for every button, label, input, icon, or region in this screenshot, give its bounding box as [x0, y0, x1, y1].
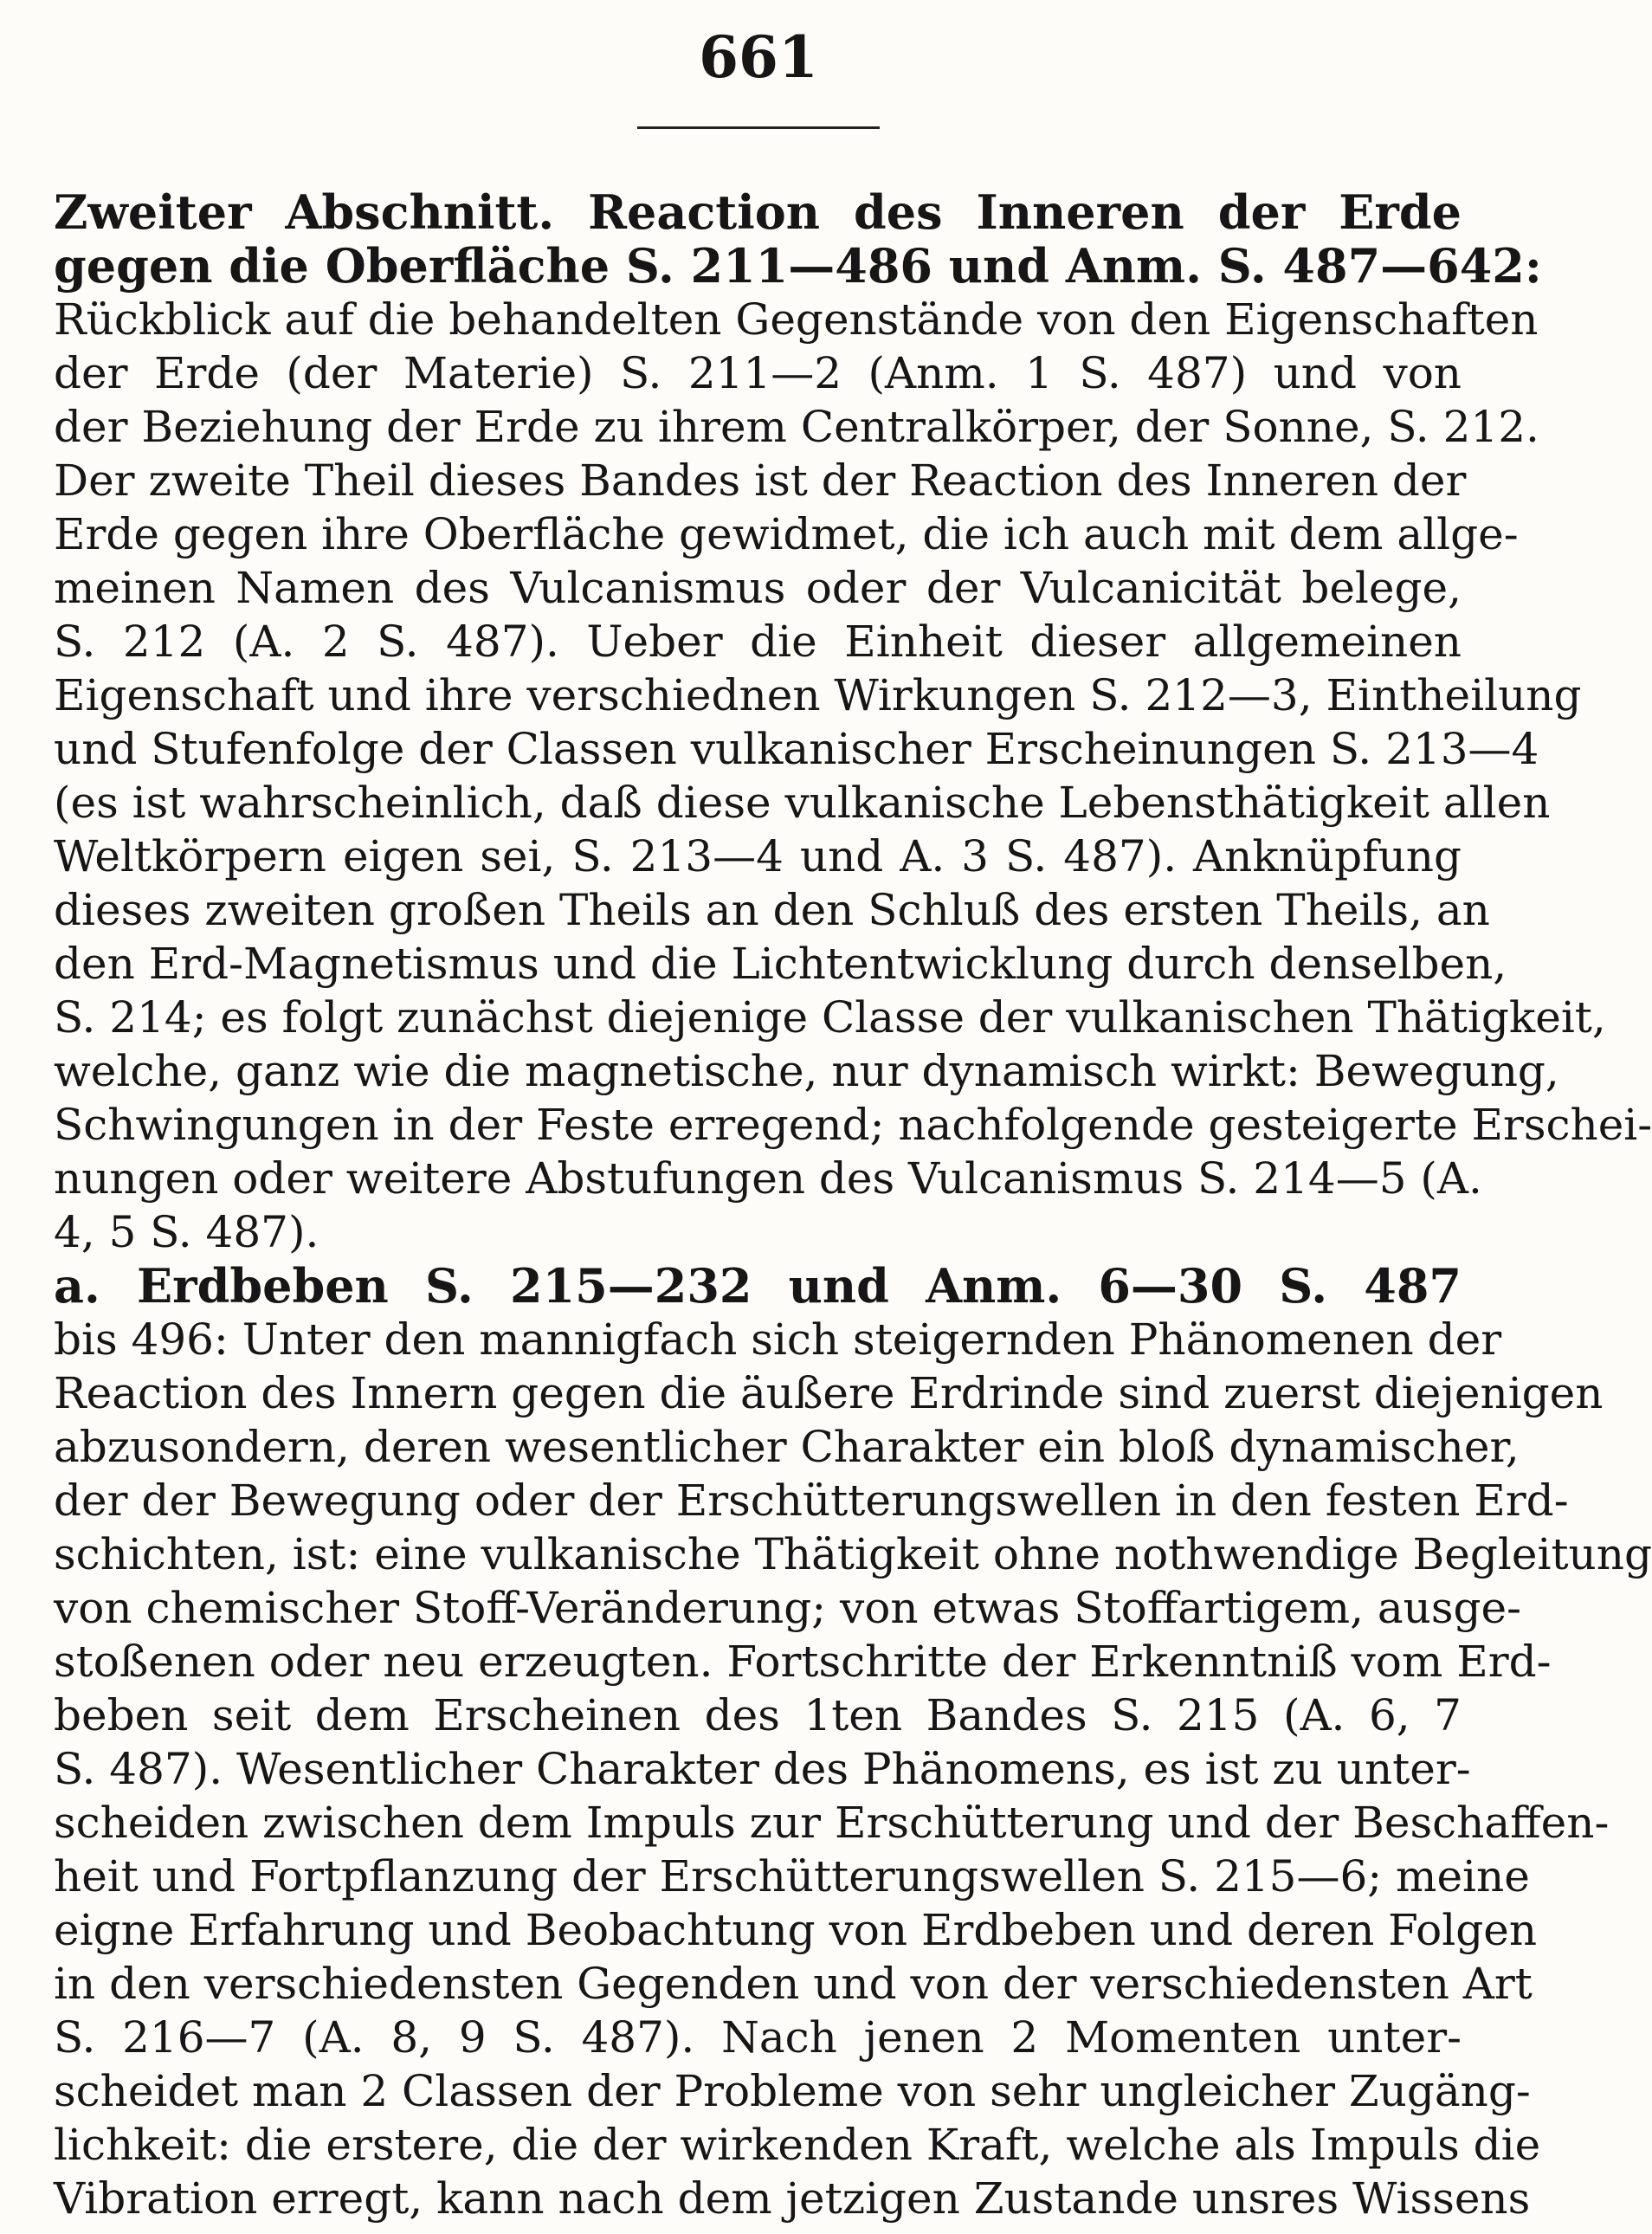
text-line: Weltkörpern eigen sei, S. 213—4 und A. 3 S. 487). Anknüpfung	[54, 831, 1462, 881]
text-line: Eigenschaft und ihre verschiednen Wirkungen S. 212—3, Eintheilung	[54, 670, 1582, 720]
text-line: der Erde (der Materie) S. 211—2 (Anm. 1 S. 487) und von	[54, 348, 1462, 398]
text-line: S. 212 (A. 2 S. 487). Ueber die Einheit dieser allgemeinen	[54, 617, 1462, 667]
text-line: heit und Fortpflanzung der Erschütterungswellen S. 215—6; meine	[54, 1851, 1530, 1901]
text-line: scheidet man 2 Classen der Probleme von sehr ungleicher Zugäng-	[54, 2066, 1531, 2116]
text-line: den Erd-Magnetismus und die Lichtentwicklung durch denselben,	[54, 939, 1507, 989]
text-line: stoßenen oder neu erzeugten. Fortschritte der Erkenntniß vom Erd-	[54, 1637, 1552, 1687]
text-line: abzusondern, deren wesentlicher Charakter ein bloß dynamischer,	[54, 1422, 1520, 1472]
text-line: welche, ganz wie die magnetische, nur dynamisch wirkt: Bewegung,	[54, 1046, 1559, 1096]
text-line: Schwingungen in der Feste erregend; nachfolgende gesteigerte Erschei-	[54, 1100, 1652, 1150]
text-line: scheiden zwischen dem Impuls zur Erschütterung und der Beschaffen-	[54, 1798, 1610, 1848]
text-line: Erde gegen ihre Oberfläche gewidmet, die ich auch mit dem allge-	[54, 509, 1519, 559]
text-line: (es ist wahrscheinlich, daß diese vulkanische Lebensthätigkeit allen	[54, 778, 1551, 828]
heading-line: gegen die Oberfläche S. 211—486 und Anm. S. 487—642:	[54, 238, 1542, 294]
text-line: und Stufenfolge der Classen vulkanischer Erscheinungen S. 213—4	[54, 724, 1539, 774]
text-line: beben seit dem Erscheinen des 1ten Bandes S. 215 (A. 6, 7	[54, 1690, 1462, 1740]
text-line: S. 214; es folgt zunächst diejenige Classe der vulkanischen Thätigkeit,	[54, 992, 1606, 1043]
page-number: 661	[699, 23, 818, 91]
heading-line: Zweiter Abschnitt. Reaction des Inneren der Erde	[54, 184, 1462, 240]
text-line: nungen oder weitere Abstufungen des Vulcanismus S. 214—5 (A.	[54, 1153, 1482, 1204]
text-line: lichkeit: die erstere, die der wirkenden Kraft, welche als Impuls die	[54, 2120, 1541, 2170]
text-line: dieses zweiten großen Theils an den Schluß des ersten Theils, an	[54, 885, 1490, 935]
text-line: eigne Erfahrung und Beobachtung von Erdbeben und deren Folgen	[54, 1905, 1538, 1955]
text-line: Reaction des Innern gegen die äußere Erdrinde sind zuerst diejenigen	[54, 1368, 1604, 1418]
text-line: Vibration erregt, kann nach dem jetzigen Zustande unsres Wissens	[54, 2173, 1531, 2224]
text-line: S. 487). Wesentlicher Charakter des Phänomens, es ist zu unter-	[54, 1744, 1471, 1794]
header-rule	[637, 126, 880, 129]
text-line: in den verschiedensten Gegenden und von der verschiedensten Art	[54, 1959, 1533, 2009]
text-line: schichten, ist: eine vulkanische Thätigkeit ohne nothwendige Begleitung	[54, 1529, 1652, 1579]
text-line: von chemischer Stoff-Veränderung; von etwas Stoffartigem, ausge-	[54, 1583, 1522, 1633]
text-line: der der Bewegung oder der Erschütterungswellen in den festen Erd-	[54, 1475, 1569, 1526]
text-line: Rückblick auf die behandelten Gegenstände von den Eigenschaften	[54, 294, 1539, 345]
subsection-heading-line: a. Erdbeben S. 215—232 und Anm. 6—30 S. 487	[54, 1258, 1462, 1314]
text-line: meinen Namen des Vulcanismus oder der Vulcanicität belege,	[54, 563, 1462, 613]
text-line: 4, 5 S. 487).	[54, 1207, 319, 1257]
text-line: bis 496: Unter den mannigfach sich steigernden Phänomenen der	[54, 1314, 1502, 1365]
text-line: Der zweite Theil dieses Bandes ist der Reaction des Inneren der	[54, 455, 1467, 506]
text-line: der Beziehung der Erde zu ihrem Centralkörper, der Sonne, S. 212.	[54, 402, 1539, 452]
text-line: S. 216—7 (A. 8, 9 S. 487). Nach jenen 2 Momenten unter-	[54, 2012, 1462, 2063]
text-body	[54, 184, 1652, 2225]
